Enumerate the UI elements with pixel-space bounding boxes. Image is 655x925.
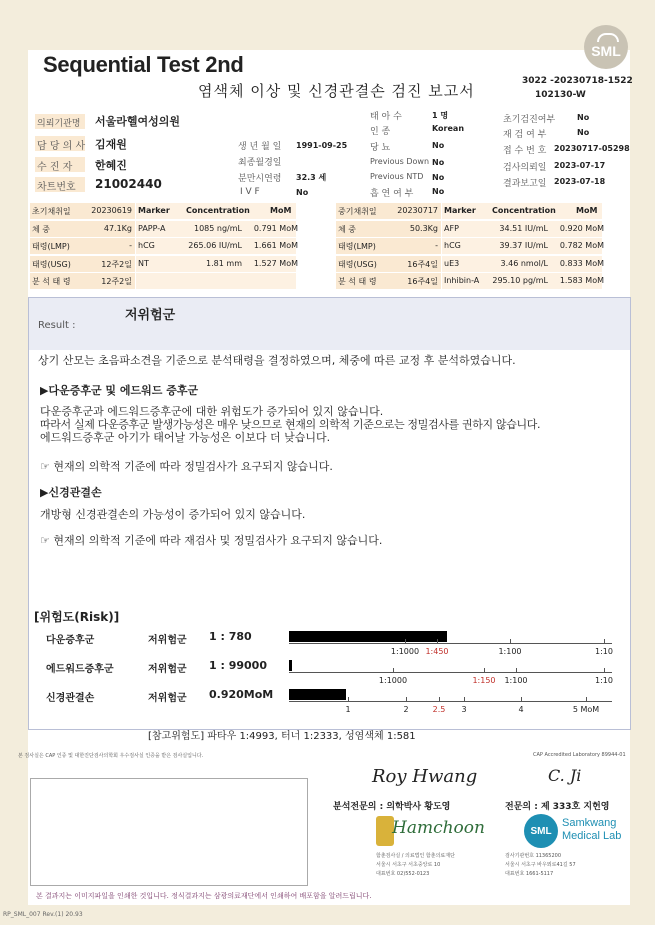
risk-value: 1 : 780 [209,630,252,643]
institution-label: 의뢰기관명 [37,119,81,129]
risk-tick [604,639,605,644]
row-value: 20230717 [397,206,438,215]
chart-label: 차트번호 [37,182,76,193]
request-label: 검사의뢰일 [503,163,547,173]
signature-analyst: Roy Hwang [372,766,478,787]
risk-tick [393,668,394,673]
risk-tick [406,697,407,702]
risk-axis [289,701,612,702]
risk-tick-label: 1:1000 [390,647,420,656]
risk-name: 신경관결손 [46,693,95,704]
risk-tick [586,697,587,702]
diabetes-value: No [432,141,445,150]
early-label: 초기검진여부 [503,115,556,125]
risk-tick-label: 1:150 [472,676,496,685]
receipt-label: 접 수 번 호 [503,146,547,156]
risk-tick-label: 1 [345,705,351,714]
risk-axis [289,643,612,644]
row-label: 중기채취일 [338,207,377,216]
mom-header: MoM [270,206,292,215]
down-text-2: 따라서 실제 다운증후군 발생가능성은 매우 낮으므로 현재의 의학적 기준으로는 정밀검사를 권하지 않습니다. [40,418,541,431]
down-text-3: 에드워드증후군 아기가 태어날 가능성은 이보다 더 낮습니다. [40,431,331,444]
risk-tick-label: 1:10 [595,676,613,685]
down-note: ☞ 현재의 의학적 기준에 따라 정밀검사가 요구되지 않습니다. [40,460,333,473]
risk-tick-label: 4 [518,705,524,714]
risk-tick [484,668,485,673]
risk-tick [405,639,406,644]
marker-mom: 1.527 MoM [253,258,298,268]
receipt-value: 20230717-05298 [554,144,630,153]
patient-name-label: 수 진 자 [37,162,73,173]
marker-name: Inhibin-A [444,276,480,285]
ntd-section-title: ▶신경관결손 [40,486,102,499]
risk-tick [439,697,440,702]
samkwang-logo-icon [524,814,558,848]
samkwang-logo-text: SML [530,825,552,837]
marker-concentration: 39.37 IU/mL [499,241,548,250]
marker-name: hCG [444,241,461,250]
mom-header: MoM [576,206,598,215]
down-text-1: 다운증후군과 에드워드증후군에 대한 위험도가 증가되어 있지 않습니다. [40,405,384,418]
age-label: 분만시연령 [238,174,282,184]
risk-level: 저위험군 [148,693,187,704]
row-label: 초기채취일 [32,207,71,216]
retest-label: 재 검 여 부 [503,130,547,140]
hamchoon-name: Hamchoon [392,818,485,838]
request-value: 2023-07-17 [554,161,606,170]
logo-text: SML [591,43,621,59]
concentration-header: Concentration [492,206,556,215]
bottom-notice: 본 결과지는 이미지파일을 인쇄한 것입니다. 정식결과지는 삼광의료재단에서 인쇄하여 배포함을 알려드립니다. [36,892,372,900]
birth-label: 생 년 월 일 [238,142,282,152]
marker-name: PAPP-A [138,223,166,233]
hamchoon-line-1: 함춘검사실 / 의료법인 함춘의료재단 [376,853,455,859]
row-label: 체 중 [338,224,356,234]
marker-name: NT [138,258,149,268]
result-label: Result : [38,320,76,331]
risk-tick-label: 3 [461,705,467,714]
risk-tick [521,697,522,702]
row-value: - [129,241,132,250]
risk-bar [289,660,292,671]
risk-tick-label: 1:10 [595,647,613,656]
institution-value: 서울라헬여성의원 [95,115,181,128]
race-label: 인 종 [370,127,391,137]
prev-down-label: Previous Down [370,157,430,166]
hamchoon-line-3: 대표번호 02)552-0123 [376,871,430,877]
risk-level: 저위험군 [148,664,187,675]
marker-concentration: 265.06 IU/mL [188,241,242,250]
marker-mom: 0.833 MoM [559,258,604,268]
marker-mom: 0.791 MoM [253,223,298,233]
down-section-title: ▶다운증후군 및 에드워드 증후군 [40,384,199,397]
marker-name: AFP [444,223,459,233]
row-value: 20230619 [91,206,132,215]
marker-mom: 0.920 MoM [559,223,604,233]
risk-tick [464,697,465,702]
marker-concentration: 1085 ng/mL [194,223,242,233]
row-value: 16주4일 [407,259,438,269]
smoking-label: 흡 연 여 부 [370,189,414,199]
risk-tick-label: 1:450 [425,647,449,656]
risk-name: 다운증후군 [46,635,95,646]
risk-tick [604,668,605,673]
report-number-suffix: 102130-W [535,90,586,100]
ntd-note: ☞ 현재의 의학적 기준에 따라 재검사 및 정밀검사가 요구되지 않습니다. [40,534,383,547]
row-value: 16주4일 [407,277,438,286]
risk-tick-label: 1:1000 [378,676,408,685]
prev-ntd-value: No [432,173,445,182]
row-label: 태령(LMP) [338,242,376,251]
risk-tick [516,668,517,673]
patient-name-value: 한혜진 [95,159,127,172]
report-number: 3022 -20230718-1522 [522,76,633,86]
marker-name: hCG [138,241,155,250]
samkwang-line-3: 대표번호 1661-5117 [505,871,554,877]
row-value: - [435,241,438,250]
risk-value: 0.920MoM [209,688,274,701]
notes-box [30,778,308,886]
ntd-text-1: 개방형 신경관결손의 가능성이 증가되어 있지 않습니다. [40,508,306,521]
risk-tick-label: 2 [403,705,409,714]
marker-mom: 1.583 MoM [559,276,604,285]
report-subtitle: 염색체 이상 및 신경관결손 검진 보고서 [198,82,475,100]
risk-tick [510,639,511,644]
specialist-name: 전문의 : 제 333호 지헌영 [505,802,610,812]
samkwang-line-2: 서울시 서초구 바우뫼로41길 57 [505,862,576,868]
concentration-header: Concentration [186,206,250,215]
reference-risk: [참고위험도] 파타우 1:4993, 터너 1:2333, 성염색체 1:581 [148,731,416,742]
smoking-value: No [432,187,445,196]
prev-down-value: No [432,158,445,167]
signature-specialist: C. Ji [548,766,582,785]
early-value: No [577,113,590,122]
row-value: 12주2일 [101,259,132,269]
risk-tick-label: 5 MoM [572,705,600,714]
row-value: 47.1Kg [103,223,132,233]
form-code: RP_SML_007 Rev.(1) 20.93 [3,911,83,918]
marker-concentration: 1.81 mm [206,258,242,268]
cap-accreditation: CAP Accredited Laboratory 89944-01 [533,752,626,758]
risk-name: 에드워드증후군 [46,664,114,675]
prev-ntd-label: Previous NTD [370,172,424,181]
risk-value: 1 : 99000 [209,659,267,672]
risk-title: [위험도(Risk)] [34,610,120,624]
result-box [28,297,631,350]
marker-mom: 0.782 MoM [559,241,604,250]
risk-tick-label: 2.5 [432,705,446,714]
lmp-label: 최종월경일 [238,158,282,168]
marker-concentration: 295.10 pg/mL [492,276,548,285]
report-title: Sequential Test 2nd [43,52,244,77]
samkwang-line-1: 검사기관번호 11365200 [505,853,562,859]
doctor-value: 김재원 [95,138,127,151]
race-value: Korean [432,124,465,133]
hamchoon-line-2: 서울시 서초구 서초중앙로 10 [376,862,441,868]
row-label: 태령(USG) [32,259,71,269]
row-value: 50.3Kg [409,223,438,233]
marker-mom: 1.661 MoM [253,241,298,250]
retest-value: No [577,128,590,137]
risk-tick [348,697,349,702]
fetus-label: 태 아 수 [370,112,402,122]
risk-bar [289,689,346,700]
report-date-value: 2023-07-18 [554,177,606,186]
result-value: 저위험군 [125,308,176,323]
sml-logo-icon [584,25,628,69]
risk-tick-label: 1:100 [504,676,528,685]
ivf-label: I V F [240,187,260,197]
samkwang-name-1: Samkwang [562,817,617,829]
row-label: 태령(LMP) [32,242,70,251]
risk-tick-label: 1:100 [498,647,522,656]
row-label: 분 석 태 령 [32,277,71,286]
cap-note: 본 검사실은 CAP 인증 및 대한진단검사의학회 우수검사실 인증을 받은 검사실입니다. [18,753,204,759]
report-date-label: 결과보고일 [503,179,547,189]
ivf-value: No [296,188,309,197]
risk-bar [289,631,447,642]
birth-value: 1991-09-25 [296,141,348,150]
intro-text: 상기 산모는 초음파소견을 기준으로 분석태령을 결정하였으며, 체중에 따른 교정 후 분석하였습니다. [38,354,516,367]
risk-level: 저위험군 [148,635,187,646]
marker-name: uE3 [444,258,460,268]
row-label: 체 중 [32,224,50,234]
risk-axis [289,672,612,673]
row-value: 12주2일 [101,277,132,286]
marker-header: Marker [444,206,476,215]
age-value: 32.3 세 [296,173,327,182]
risk-tick [437,639,438,644]
row-label: 분 석 태 령 [338,277,377,286]
samkwang-name-2: Medical Lab [562,830,622,842]
doctor-label: 담 당 의 사 [37,141,86,152]
chart-value: 21002440 [95,177,162,191]
table-row-bg [136,273,296,289]
row-label: 태령(USG) [338,259,377,269]
fetus-value: 1 명 [432,111,449,120]
analyst-name: 분석전문의 : 의학박사 황도영 [333,802,451,812]
diabetes-label: 당 뇨 [370,143,391,153]
marker-concentration: 34.51 IU/mL [499,223,548,233]
marker-concentration: 3.46 nmol/L [500,258,548,268]
marker-header: Marker [138,206,170,215]
